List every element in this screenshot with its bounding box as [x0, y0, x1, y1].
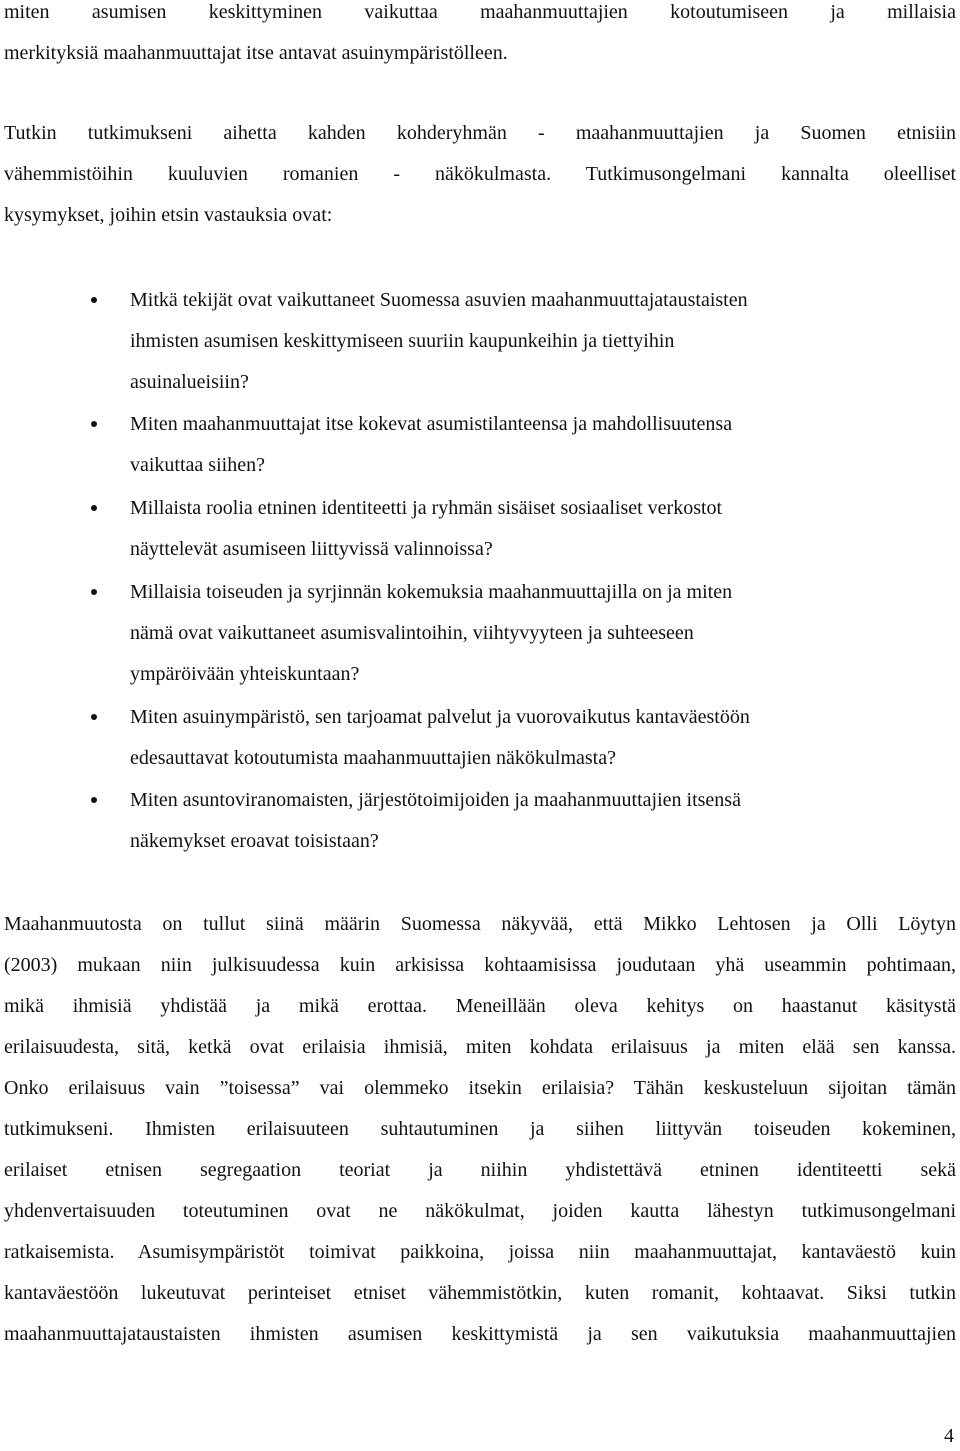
bullet-marker — [91, 421, 97, 427]
question-6-line-1: Miten asuntoviranomaisten, järjestötoimijoiden ja maahanmuuttajien itsensä — [130, 789, 741, 811]
question-4-line-3: ympäröivään yhteiskuntaan? — [130, 663, 360, 685]
question-4-line-1: Millaisia toiseuden ja syrjinnän kokemuksia maahanmuuttajilla on ja miten — [130, 581, 733, 603]
question-4-line-2: nämä ovat vaikuttaneet asumisvalintoihin, viihtyvyyteen ja suhteeseen — [130, 622, 694, 644]
question-1-line-1: Mitkä tekijät ovat vaikuttaneet Suomessa asuvien maahanmuuttajataustaisten — [130, 289, 748, 311]
paragraph-3-line-5: Onko erilaisuus vain ”toisessa” vai olemmeko itsekin erilaisia? Tähän keskusteluun sijoitan tämän — [4, 1077, 956, 1099]
paragraph-3-line-9: ratkaisemista. Asumisympäristöt toimivat paikkoina, joissa niin maahanmuuttajat, kantaväestö kuin — [4, 1241, 956, 1263]
question-2-line-1: Miten maahanmuuttajat itse kokevat asumistilanteensa ja mahdollisuutensa — [130, 413, 733, 435]
paragraph-3-line-4: erilaisuudesta, sitä, ketkä ovat erilaisia ihmisiä, miten kohdata erilaisuus ja miten elää sen kanssa. — [4, 1036, 956, 1058]
question-5-line-2: edesauttavat kotoutumista maahanmuuttajien näkökulmasta? — [130, 747, 616, 769]
paragraph-3-line-1: Maahanmuutosta on tullut siinä määrin Suomessa näkyvää, että Mikko Lehtosen ja Olli Löytyn — [4, 913, 956, 935]
question-6-line-2: näkemykset eroavat toisistaan? — [130, 830, 379, 852]
bullet-marker — [91, 589, 97, 595]
paragraph-3-line-8: yhdenvertaisuuden toteutuminen ovat ne näkökulmat, joiden kautta lähestyn tutkimusongelmani — [4, 1200, 956, 1222]
paragraph-3-line-2: (2003) mukaan niin julkisuudessa kuin arkisissa kohtaamisissa joudutaan yhä useammin pohtimaan, — [4, 954, 956, 976]
paragraph-3-line-10: kantaväestöön lukeutuvat perinteiset etniset vähemmistötkin, kuten romanit, kohtaavat. Siksi tutkin — [4, 1282, 956, 1304]
question-3-line-1: Millaista roolia etninen identiteetti ja ryhmän sisäiset sosiaaliset verkostot — [130, 497, 723, 519]
paragraph-3-line-6: tutkimukseni. Ihmisten erilaisuuteen suhtautuminen ja siihen liittyvän toiseuden kokeminen, — [4, 1118, 956, 1140]
bullet-marker — [91, 505, 97, 511]
paragraph-1-line-2: merkityksiä maahanmuuttajat itse antavat asuinympäristölleen. — [4, 42, 508, 64]
bullet-marker — [91, 714, 97, 720]
paragraph-2-line-1: Tutkin tutkimukseni aihetta kahden kohderyhmän - maahanmuuttajien ja Suomen etnisiin — [4, 122, 956, 144]
paragraph-3-line-3: mikä ihmisiä yhdistää ja mikä erottaa. Meneillään oleva kehitys on haastanut käsitystä — [4, 995, 956, 1017]
bullet-marker — [91, 797, 97, 803]
question-2-line-2: vaikuttaa siihen? — [130, 454, 265, 476]
question-1-line-3: asuinalueisiin? — [130, 371, 249, 393]
paragraph-3-line-7: erilaiset etnisen segregaation teoriat ja niihin yhdistettävä etninen identiteetti sekä — [4, 1159, 956, 1181]
page-number: 4 — [944, 1425, 954, 1447]
paragraph-2-line-2: vähemmistöihin kuuluvien romanien - näkökulmasta. Tutkimusongelmani kannalta oleelliset — [4, 163, 956, 185]
paragraph-3-line-11: maahanmuuttajataustaisten ihmisten asumisen keskittymistä ja sen vaikutuksia maahanmuuttajien — [4, 1323, 956, 1345]
question-1-line-2: ihmisten asumisen keskittymiseen suuriin kaupunkeihin ja tiettyihin — [130, 330, 675, 352]
question-5-line-1: Miten asuinympäristö, sen tarjoamat palvelut ja vuorovaikutus kantaväestöön — [130, 706, 750, 728]
bullet-marker — [91, 297, 97, 303]
paragraph-1-line-1: miten asumisen keskittyminen vaikuttaa maahanmuuttajien kotoutumiseen ja millaisia — [4, 1, 956, 23]
question-3-line-2: näyttelevät asumiseen liittyvissä valinnoissa? — [130, 538, 493, 560]
paragraph-2-line-3: kysymykset, joihin etsin vastauksia ovat: — [4, 204, 333, 226]
